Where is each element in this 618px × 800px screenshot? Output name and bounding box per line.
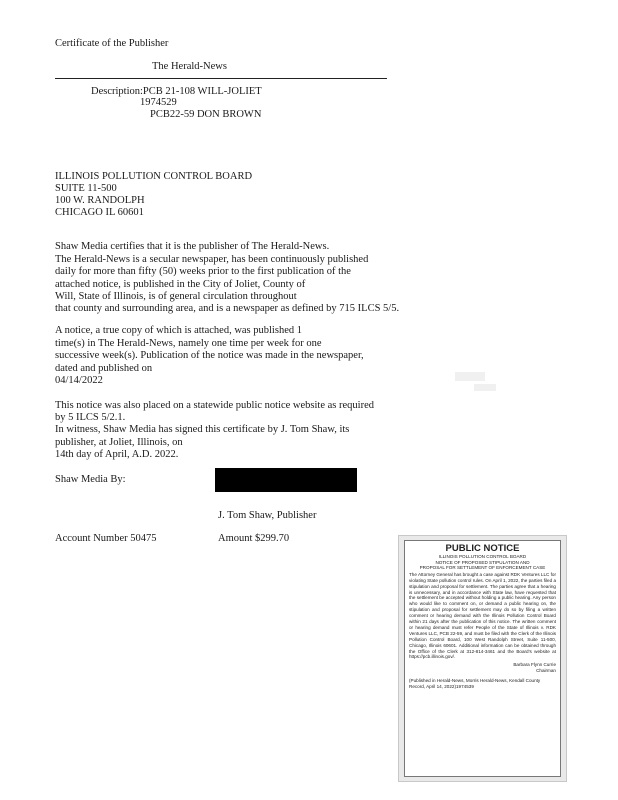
certification-line: that county and surrounding area, and is a newspaper as defined by 715 ILCS 5/5. [55, 303, 400, 314]
certification-line: attached notice, is published in the City of Joliet, County of [55, 279, 306, 290]
notice-subheading: PROPOSAL FOR SETTLEMENT OF ENFORCEMENT CASE [419, 565, 546, 571]
description-line-1: Description:PCB 21-108 WILL-JOLIET [91, 86, 262, 97]
certificate-title: Certificate of the Publisher [55, 38, 169, 49]
notice-signer: Barbara Flynn Currie [513, 662, 556, 668]
certification-line: Will, State of Illinois, is of general circulation throughout [55, 291, 297, 302]
scan-speck [455, 372, 485, 381]
scan-speck [474, 384, 496, 391]
description-line-2: 1974529 [140, 97, 177, 108]
publication-line: A notice, a true copy of which is attached, was published 1 [55, 325, 302, 336]
publication-date: 04/14/2022 [55, 375, 103, 386]
notice-subheading: NOTICE OF PROPOSED STIPULATION AND [435, 559, 530, 565]
publication-line: successive week(s). Publication of the notice was made in the newspaper, [55, 350, 364, 361]
addressee-city: CHICAGO IL 60601 [55, 207, 144, 218]
addressee-name: ILLINOIS POLLUTION CONTROL BOARD [55, 171, 253, 182]
addressee-suite: SUITE 11-500 [55, 183, 117, 194]
witness-line: by 5 ILCS 5/2.1. [55, 412, 126, 423]
witness-line: In witness, Shaw Media has signed this certificate by J. Tom Shaw, its [55, 424, 350, 435]
public-notice-clipping [398, 535, 567, 782]
notice-footer: (Published in Herald-News, Morris Herald-News, Kendall County Record, April 14, 2022)1974539 [409, 677, 541, 689]
addressee-street: 100 W. RANDOLPH [55, 195, 145, 206]
witness-line: publisher, at Joliet, Illinois, on [55, 437, 183, 448]
publication-line: time(s) in The Herald-News, namely one time per week for one [55, 338, 322, 349]
certification-line: The Herald-News is a secular newspaper, has been continuously published [55, 254, 369, 265]
witness-line: 14th day of April, A.D. 2022. [55, 449, 179, 460]
public-notice-box [404, 540, 561, 777]
certification-line: daily for more than fifty (50) weeks prior to the first publication of the [55, 266, 351, 277]
signer-name: J. Tom Shaw, Publisher [218, 510, 317, 521]
notice-heading: PUBLIC NOTICE [445, 543, 520, 554]
notice-body: The Attorney General has brought a case against RDK Ventures LLC for violating State pollution control rules. On April 1, 2022, the parties filed a stipulation and proposal for settlement. The parties agree that a hearing is unnecessary, and in accordance with State law, have requested that the settlement be accepted without holding a public hearing. Any person who would like to comment on, or demand a public hearing on, the stipulation and proposal for settlement may do so by filing a written comment or hearing demand with the Illinois Pollution Control Board within 21 days after the publication of this notice. The written comment or hearing demand must refer People of the State of Illinois v. RDK Ventures LLC, PCB 22-59, and must be filed with the Clerk of the Illinois Pollution Control Board, 100 West Randolph Street, Suite 11-500, Chicago, Illinois 60601. Additional information can be obtained through the Office of the Clerk at 312-814-3461 and the Board's website at https://pcb.illinois.gov/. [409, 571, 556, 660]
certification-line: Shaw Media certifies that it is the publisher of The Herald-News. [55, 241, 330, 252]
notice-signer-title: Chairman [536, 668, 556, 674]
publication-line: dated and published on [55, 363, 153, 374]
redacted-signature [215, 468, 357, 492]
header-divider [55, 78, 387, 79]
account-number: Account Number 50475 [55, 533, 157, 544]
newspaper-name: The Herald-News [152, 61, 227, 72]
amount: Amount $299.70 [218, 533, 290, 544]
description-line-3: PCB22-59 DON BROWN [150, 109, 262, 120]
signature-label: Shaw Media By: [55, 474, 126, 485]
witness-line: This notice was also placed on a statewide public notice website as required [55, 400, 374, 411]
notice-subheading: ILLINOIS POLLUTION CONTROL BOARD [438, 554, 527, 559]
